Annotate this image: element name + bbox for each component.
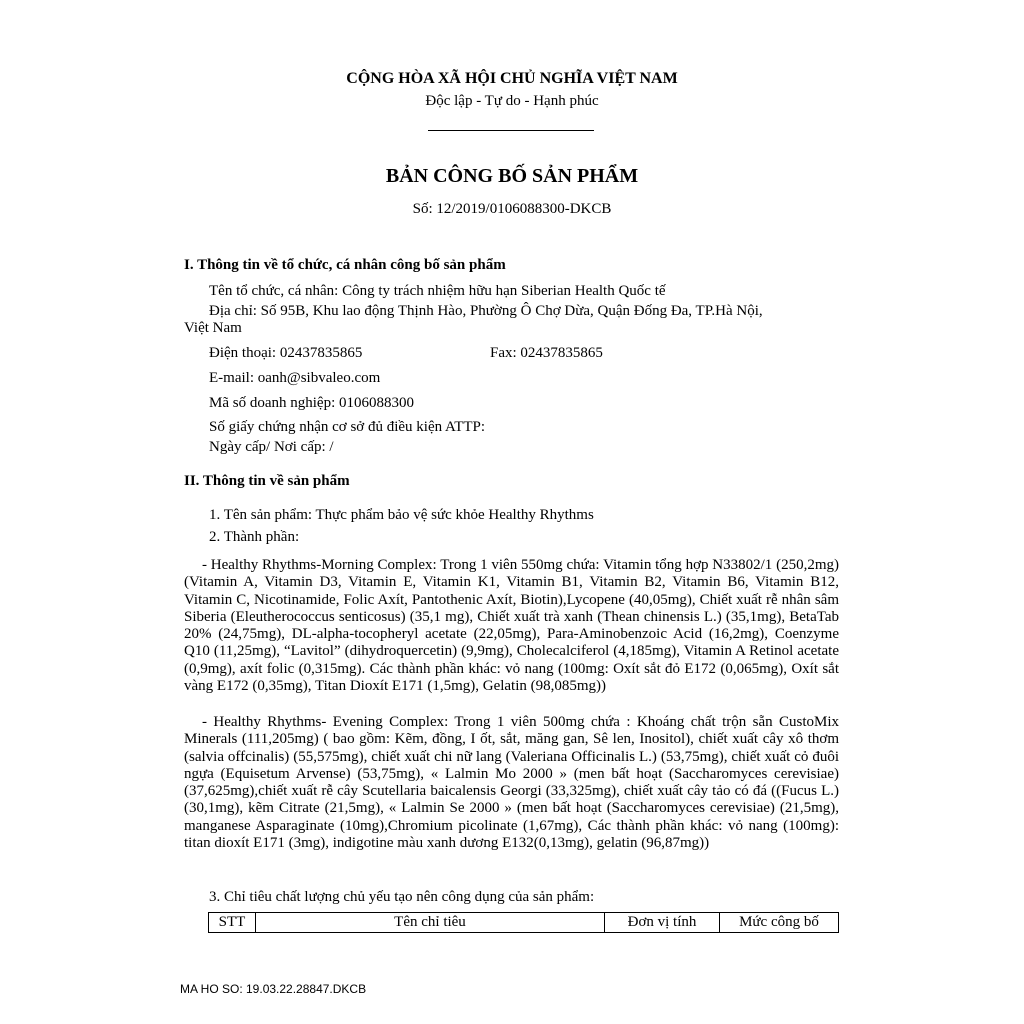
table-header-row bbox=[209, 913, 839, 933]
national-motto: Độc lập - Tự do - Hạnh phúc bbox=[425, 93, 599, 109]
section-1-heading: I. Thông tin về tổ chức, cá nhân công bố sản phẩm bbox=[184, 257, 506, 273]
quality-criteria-table bbox=[208, 912, 839, 933]
column-header-declared-level: Mức công bố bbox=[720, 913, 839, 933]
product-name-line: 1. Tên sản phẩm: Thực phẩm bảo vệ sức khỏe Healthy Rhythms bbox=[209, 507, 594, 523]
document-title: BẢN CÔNG BỐ SẢN PHẨM bbox=[385, 165, 639, 187]
section-2-heading: II. Thông tin về sản phẩm bbox=[184, 473, 350, 489]
address-line-1: Địa chỉ: Số 95B, Khu lao động Thịnh Hào, Phường Ô Chợ Dừa, Quận Đống Đa, TP.Hà Nội, bbox=[209, 303, 763, 319]
morning-complex-paragraph: - Healthy Rhythms-Morning Complex: Trong 1 viên 550mg chứa: Vitamin tổng hợp N33802/1 (250,2mg) (Vitamin A, Vitamin D3, Vitamin E, Vitamin K1, Vitamin B1, Vitamin B2, Vitamin B6, Vitamin B12, Vitamin C, Nicotinamide, Folic Axít, Pantothenic Axít, Biotin),Lycopene (40,05mg), Chiết xuất rễ nhân sâm Siberia (Eleutherococcus senticosus) (35,1 mg), Chiết xuất trà xanh (Thean chinensis L.) (35,1mg), BetaTab 20% (24,75mg), DL-alpha-tocopheryl acetate (22,05mg), Para-Aminobenzoic Acid (16,2mg), Coenzyme Q10 (11,25mg), “Lavitol” (dihydroquercetin) (9,9mg), Cholecalciferol (4,185mg), Vitamin A Retinol acetate (0,9mg), axít folic (0,315mg). Các thành phần khác: vỏ nang (100mg: Oxít sắt đỏ E172 (0,065mg), Oxít sắt vàng E172 (0,35mg), Titan Dioxít E171 (1,5mg), Gelatin (98,085mg)) bbox=[184, 557, 839, 695]
header-divider bbox=[428, 130, 594, 131]
org-name-line: Tên tổ chức, cá nhân: Công ty trách nhiệm hữu hạn Siberian Health Quốc tế bbox=[209, 283, 666, 299]
food-safety-cert-line: Số giấy chứng nhận cơ sở đủ điều kiện ATTP: bbox=[209, 419, 486, 435]
address-line-2: Việt Nam bbox=[184, 320, 242, 336]
document-number: Số: 12/2019/0106088300-DKCB bbox=[412, 201, 612, 217]
column-header-unit: Đơn vị tính bbox=[605, 913, 720, 933]
phone-line: Điện thoại: 02437835865 bbox=[209, 345, 363, 361]
email-line: E-mail: oanh@sibvaleo.com bbox=[209, 370, 381, 386]
business-code-line: Mã số doanh nghiệp: 0106088300 bbox=[209, 395, 414, 411]
composition-label: 2. Thành phần: bbox=[209, 529, 300, 545]
evening-complex-paragraph: - Healthy Rhythms- Evening Complex: Trong 1 viên 500mg chứa : Khoáng chất trộn sẵn CustoMix Minerals (111,205mg) ( bao gồm: Kẽm, đồng, I ốt, sắt, măng gan, Sê len, Inositol), chiết xuất cây xô thơm (salvia offcinalis) (55,575mg), chiết xuất chi nữ lang (Valeriana Officinalis L.) (53,75mg), chiết xuất cỏ đuôi ngựa (Equisetum Arvense) (53,75mg), « Lalmin Mo 2000 » (men bất hoạt (Saccharomyces cerevisiae) (37,625mg),chiết xuất rễ cây Scutellaria baicalensis Georgi (33,325mg), chiết xuất cây tảo có đá ((Fucus L.) (30,1mg), kẽm Citrate (21,5mg), « Lalmin Se 2000 » (men bất hoạt (Saccharomyces cerevisiae) (21,5mg), manganese Asparaginate (10mg),Chromium picolinate (1,67mg), Các thành phần khác: vỏ nang (100mg): titan dioxít E171 (3mg), indigotine màu xanh dương E132(0,13mg), gelatin (96,87mg)) bbox=[184, 714, 839, 852]
fax-line: Fax: 02437835865 bbox=[490, 345, 603, 361]
column-header-criteria-name: Tên chỉ tiêu bbox=[256, 913, 605, 933]
issue-date-place-line: Ngày cấp/ Nơi cấp: / bbox=[209, 439, 334, 455]
record-code-footer: MA HO SO: 19.03.22.28847.DKCB bbox=[180, 982, 367, 996]
quality-criteria-label: 3. Chỉ tiêu chất lượng chủ yếu tạo nên công dụng của sản phẩm: bbox=[209, 889, 595, 905]
column-header-stt: STT bbox=[209, 913, 256, 933]
nation-heading: CỘNG HÒA XÃ HỘI CHỦ NGHĨA VIỆT NAM bbox=[346, 70, 678, 87]
